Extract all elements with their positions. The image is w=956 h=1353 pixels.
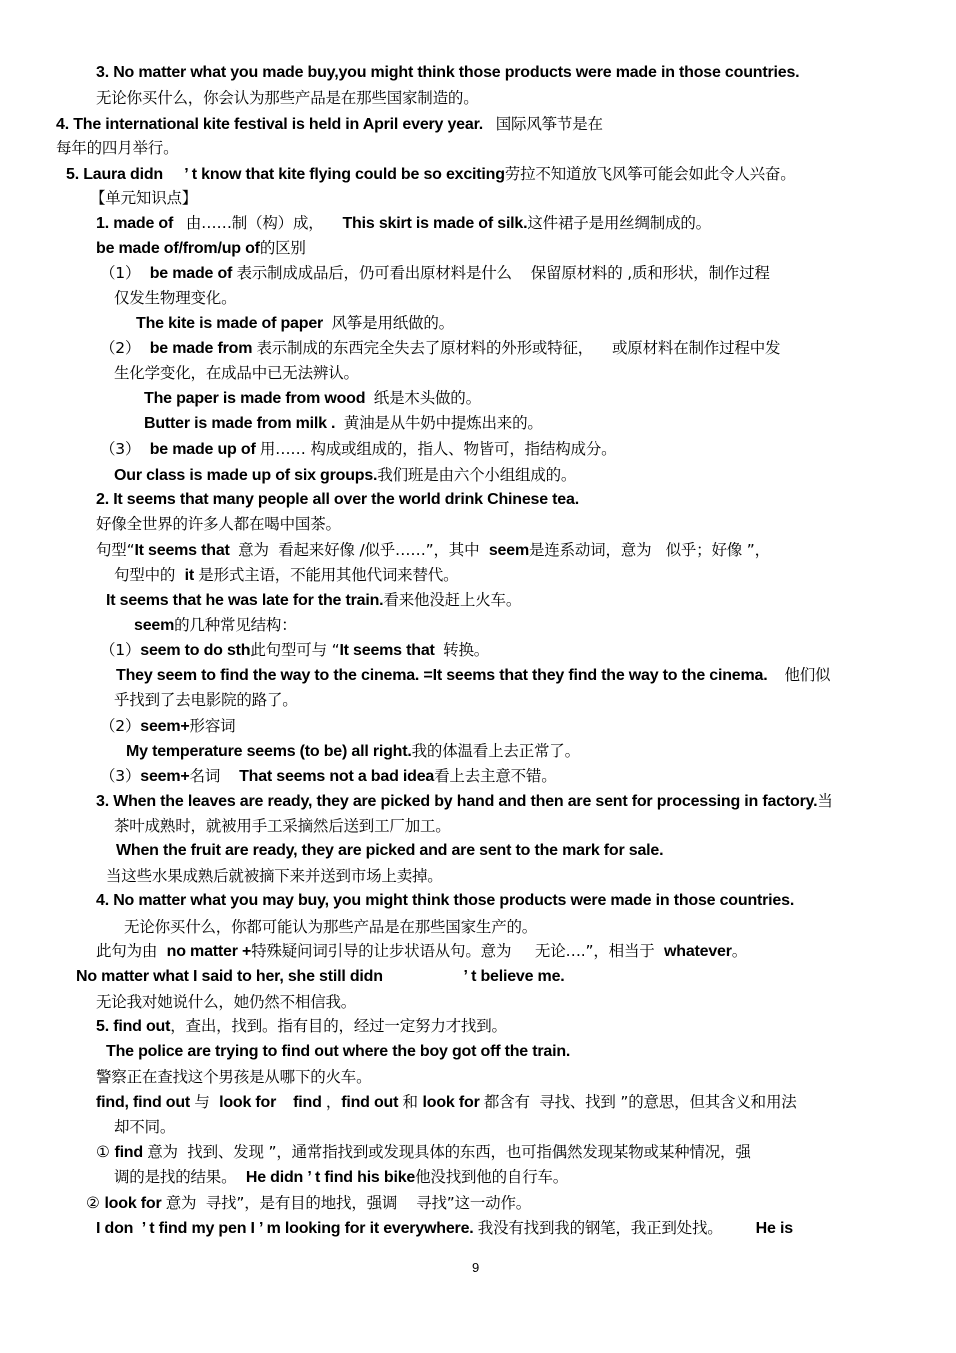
english-text: When the fruit are ready, they are picked and are sent to the mark for sale.	[116, 842, 664, 859]
text-line	[106, 866, 443, 887]
english-text: be made of	[149, 265, 237, 282]
chinese-text: 的几种常见结构：	[174, 616, 297, 634]
chinese-text: 乎找到了去电影院的路了。	[114, 691, 298, 709]
english-text: look for find	[219, 1094, 326, 1111]
chinese-text: 形容词	[189, 717, 236, 735]
english-text: 4. No matter what you may buy, you might think those products were made in those countries.	[96, 892, 795, 909]
chinese-text: 我没有找到我的钢笔，我正到处找。	[477, 1219, 756, 1237]
text-line	[86, 1193, 531, 1214]
english-text: seem	[488, 542, 529, 559]
chinese-text: 句型中的	[114, 566, 185, 584]
english-text: Our class is made up of six groups.	[114, 467, 378, 484]
text-line	[114, 288, 236, 309]
text-line	[114, 465, 576, 486]
text-line	[96, 1218, 793, 1239]
text-line	[96, 88, 479, 109]
text-line	[66, 164, 796, 185]
text-line	[114, 690, 298, 711]
text-line	[134, 615, 297, 636]
text-line	[96, 1142, 751, 1163]
chinese-text: 此句型可与 “	[250, 641, 340, 659]
chinese-text: 风筝是用纸做的。	[331, 314, 454, 332]
chinese-text: 意为 看起来好像 /似乎……”，其中	[238, 541, 489, 559]
chinese-text: 特殊疑问词引导的让步状语从句。意为 无论….”，相当于	[251, 942, 665, 960]
english-text: They seem to find the way to the cinema. =It seems that they find the way to the cinema.	[116, 667, 785, 684]
chinese-text: 表示制成成品后，仍可看出原材料是什么 保留原材料的 ,质和形状，制作过程	[236, 264, 770, 282]
chinese-text: 却不同。	[114, 1118, 176, 1136]
text-line	[96, 514, 341, 535]
chinese-text: 与	[194, 1093, 220, 1111]
page-number: 9	[472, 1260, 480, 1275]
chinese-text: 意为 找到、发现 ”，通常指找到或发现具体的东西，也可指偶然发现某物或某种情况，强	[147, 1143, 751, 1161]
chinese-text: （3）	[100, 440, 150, 458]
text-line	[144, 388, 481, 409]
text-line	[96, 63, 799, 83]
chinese-text: 是形式主语，不能用其他代词来替代。	[198, 566, 459, 584]
english-text: This skirt is made of silk.	[342, 215, 528, 232]
text-line	[96, 540, 770, 561]
english-text: be made of/from/up of	[96, 240, 260, 257]
text-line	[100, 640, 489, 661]
text-line	[96, 1016, 507, 1037]
chinese-text: 茶叶成熟时，就被用手工采摘然后送到工厂加工。	[114, 817, 451, 835]
english-text: He is	[755, 1220, 793, 1237]
chinese-text: 无论你买什么，你都可能认为那些产品是在那些国家生产的。	[124, 918, 538, 936]
chinese-text: （2）	[100, 339, 150, 357]
text-line	[106, 1042, 570, 1062]
chinese-text: 好像全世界的许多人都在喝中国茶。	[96, 515, 341, 533]
chinese-text: 。	[731, 942, 748, 960]
english-text: whatever	[664, 943, 732, 960]
chinese-text: （2）	[100, 717, 141, 735]
text-line	[114, 363, 359, 384]
chinese-text: ，	[325, 1093, 342, 1111]
english-text: it	[184, 567, 199, 584]
text-line	[114, 565, 458, 586]
text-line	[96, 992, 356, 1013]
english-text: be made from	[149, 340, 257, 357]
text-line	[90, 188, 197, 209]
chinese-text: 的区别	[259, 239, 306, 257]
text-line	[100, 716, 235, 737]
chinese-text: 和	[402, 1093, 423, 1111]
text-line	[96, 1067, 371, 1088]
chinese-text: 我的体温看上去正常了。	[411, 742, 580, 760]
chinese-text: 是连系动词，意为 似乎；好像 ”，	[528, 541, 770, 559]
text-line	[56, 138, 178, 159]
text-line	[96, 213, 711, 234]
english-text: be made up of	[149, 441, 260, 458]
chinese-text: 【单元知识点】	[90, 189, 198, 207]
chinese-text: 用…… 构成或组成的，指人、物皆可，指结构成分。	[259, 440, 617, 458]
chinese-text: 警察正在查找这个男孩是从哪下的火车。	[96, 1068, 372, 1086]
chinese-text: 无论我对她说什么，她仍然不相信我。	[96, 993, 357, 1011]
chinese-text: ①	[96, 1143, 115, 1161]
chinese-text: 看上去主意不错。	[434, 767, 557, 785]
text-line	[56, 114, 603, 135]
text-line	[96, 238, 306, 259]
english-text: seem+	[140, 718, 190, 735]
english-text: seem to do sth	[140, 642, 251, 659]
english-text: That seems not a bad idea	[239, 768, 435, 785]
chinese-text: 他没找到他的自行车。	[415, 1168, 569, 1186]
chinese-text: 由……制（构）成，	[185, 214, 343, 232]
chinese-text: 这件裙子是用丝绸制成的。	[527, 214, 711, 232]
english-text: 1. made of	[96, 215, 186, 232]
text-line	[124, 917, 537, 938]
chinese-text: 意为 寻找”，是有目的地找，强调 寻找”这一动作。	[165, 1194, 532, 1212]
chinese-text: 国际风筝节是在	[495, 115, 603, 133]
chinese-text: 此句为由	[96, 942, 167, 960]
chinese-text: （1）	[100, 264, 150, 282]
chinese-text: 我们班是由六个小组组成的。	[377, 466, 577, 484]
chinese-text: 他们似	[784, 666, 831, 684]
english-text: seem+	[140, 768, 190, 785]
english-text: no matter +	[166, 943, 252, 960]
text-line	[96, 490, 579, 510]
text-line	[116, 841, 663, 861]
chinese-text: 纸是木头做的。	[373, 389, 481, 407]
english-text: look for	[104, 1195, 166, 1212]
text-line	[96, 891, 794, 911]
chinese-text: 仅发生物理变化。	[114, 289, 237, 307]
text-line	[114, 816, 451, 837]
english-text: He didn ’ t find his bike	[245, 1169, 416, 1186]
text-line	[100, 338, 780, 359]
text-line	[100, 766, 557, 787]
text-line	[136, 313, 454, 334]
english-text: find, find out	[96, 1094, 195, 1111]
english-text: 3. When the leaves are ready, they are picked by hand and then are sent for processing in factory.	[96, 793, 818, 810]
english-text: The paper is made from wood	[144, 390, 374, 407]
chinese-text: 黄油是从牛奶中提炼出来的。	[343, 414, 543, 432]
english-text: No matter what I said to her, she still didn ’ t believe me.	[76, 968, 565, 985]
text-line	[100, 263, 770, 284]
chinese-text: 每年的四月举行。	[56, 139, 179, 157]
chinese-text: 当	[817, 792, 833, 810]
chinese-text: 劳拉不知道放飞风筝可能会如此令人兴奋。	[504, 165, 796, 183]
chinese-text: （3）	[100, 767, 141, 785]
chinese-text: 调的是找的结果。	[114, 1168, 246, 1186]
english-text: It seems that	[134, 542, 239, 559]
english-text: I don ’ t find my pen I ’ m looking for it everywhere.	[96, 1220, 478, 1237]
english-text: The kite is made of paper	[136, 315, 332, 332]
chinese-text: （1）	[100, 641, 141, 659]
text-line	[126, 741, 580, 762]
text-line	[114, 1167, 568, 1188]
english-text: It seems that	[339, 642, 444, 659]
chinese-text: 转换。	[443, 641, 490, 659]
english-text: 2. It seems that many people all over the world drink Chinese tea.	[96, 491, 579, 508]
chinese-text: 当这些水果成熟后就被摘下来并送到市场上卖掉。	[106, 867, 443, 885]
english-text: The police are trying to find out where the boy got off the train.	[106, 1043, 571, 1060]
text-line	[100, 439, 616, 460]
english-text: find	[114, 1144, 148, 1161]
chinese-text: ，查出，找到。指有目的，经过一定努力才找到。	[170, 1017, 507, 1035]
english-text: seem	[134, 617, 175, 634]
chinese-text: 都含有 寻找、找到 ”的意思，但其含义和用法	[483, 1093, 797, 1111]
text-line	[96, 1092, 797, 1113]
text-line	[76, 967, 565, 987]
chinese-text: 句型“	[96, 541, 135, 559]
text-line	[96, 791, 833, 812]
english-text: My temperature seems (to be) all right.	[126, 743, 412, 760]
text-line	[106, 590, 521, 611]
chinese-text: 表示制成的东西完全失去了原材料的外形或特征， 或原材料在制作过程中发	[256, 339, 781, 357]
english-text: Butter is made from milk .	[144, 415, 344, 432]
english-text: find out	[341, 1094, 403, 1111]
text-line	[114, 1117, 175, 1138]
text-line	[96, 941, 747, 962]
english-text: 3. No matter what you made buy,you might think those products were made in those countries.	[96, 64, 800, 81]
english-text: 5. Laura didn ’ t know that kite flying could be so exciting	[66, 166, 505, 183]
chinese-text: 无论你买什么，你会认为那些产品是在那些国家制造的。	[96, 89, 479, 107]
english-text: It seems that he was late for the train.	[106, 592, 384, 609]
english-text: 5. find out	[96, 1018, 171, 1035]
chinese-text: 名词	[189, 767, 240, 785]
english-text: 4. The international kite festival is held in April every year.	[56, 116, 496, 133]
chinese-text: ②	[86, 1194, 105, 1212]
chinese-text: 生化学变化，在成品中已无法辨认。	[114, 364, 359, 382]
chinese-text: 看来他没赶上火车。	[383, 591, 522, 609]
text-line	[144, 413, 543, 434]
text-line	[116, 665, 830, 686]
english-text: look for	[422, 1094, 484, 1111]
